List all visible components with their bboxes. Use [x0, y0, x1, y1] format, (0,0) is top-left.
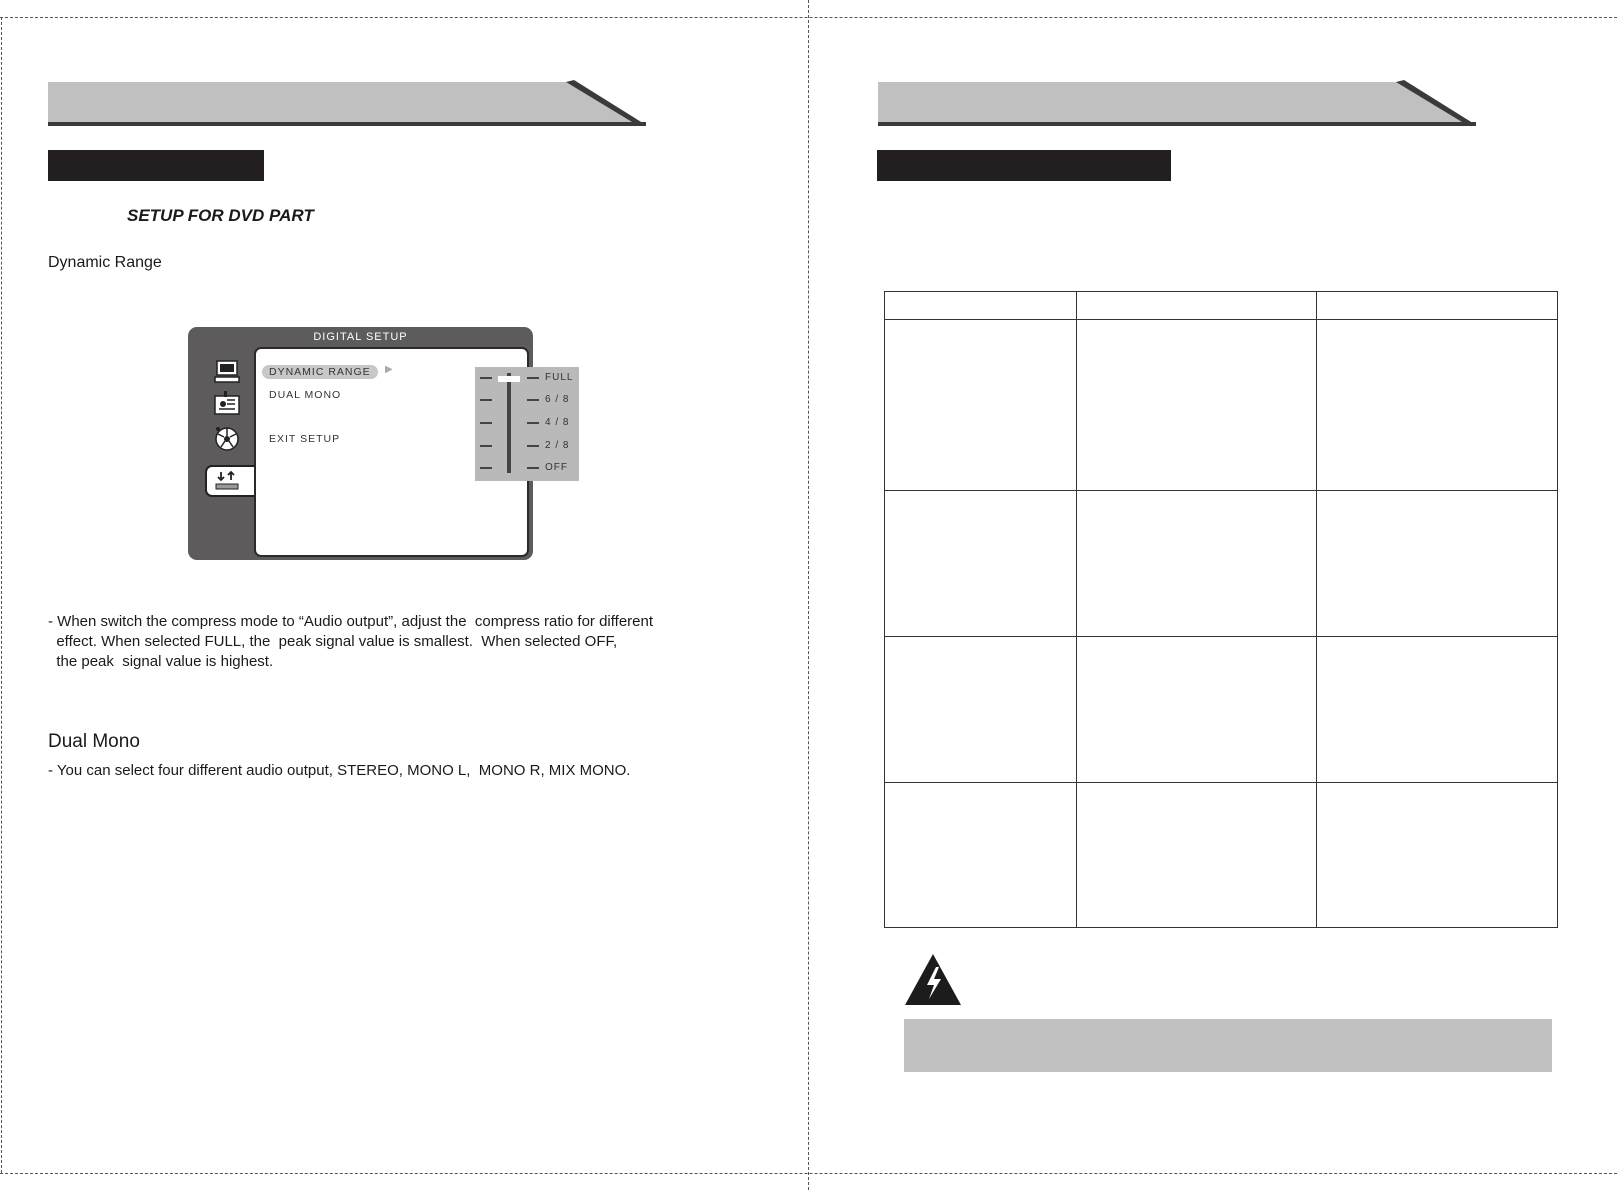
- digital-setup-osd: [188, 327, 574, 560]
- lightning-warning-icon: [904, 953, 962, 1006]
- table-cell: [884, 636, 1076, 782]
- section-title: SETUP FOR DVD PART: [127, 206, 314, 225]
- table-cell: [1316, 782, 1557, 927]
- warning-bar: [904, 1019, 1552, 1072]
- level-off: OFF: [545, 462, 568, 473]
- dual-mono-heading: Dual Mono: [48, 731, 140, 752]
- level-2-8: 2 / 8: [545, 440, 570, 451]
- section-tab-left: [48, 150, 264, 181]
- table-header-cell: [1316, 291, 1557, 319]
- specification-table: [884, 291, 1558, 928]
- monitor-icon[interactable]: [213, 358, 241, 386]
- table-header-cell: [884, 291, 1076, 319]
- menu-item-dynamic-range[interactable]: DYNAMIC RANGE: [262, 365, 378, 379]
- table-cell: [1316, 490, 1557, 636]
- dual-mono-text: - You can select four different audio output, STEREO, MONO L, MONO R, MIX MONO.: [48, 762, 631, 779]
- digital-setup-tab[interactable]: [205, 465, 259, 497]
- osd-panel: [254, 347, 574, 557]
- audio-setup-icon[interactable]: [213, 390, 241, 418]
- menu-item-dual-mono[interactable]: DUAL MONO: [269, 389, 342, 401]
- page-fold: [808, 0, 809, 1190]
- slider-track: [507, 373, 511, 473]
- dynamic-range-line-3: the peak signal value is highest.: [48, 653, 274, 670]
- level-6-8: 6 / 8: [545, 394, 570, 405]
- level-full: FULL: [545, 372, 574, 383]
- table-cell: [1076, 636, 1316, 782]
- table-header-cell: [1076, 291, 1316, 319]
- table-cell: [1076, 490, 1316, 636]
- table-cell: [884, 319, 1076, 490]
- table-cell: [1076, 319, 1316, 490]
- menu-item-exit-setup[interactable]: EXIT SETUP: [269, 433, 341, 445]
- table-cell: [884, 782, 1076, 927]
- table-cell: [884, 490, 1076, 636]
- disc-icon[interactable]: [213, 424, 241, 452]
- arrow-right-icon: ▶: [385, 364, 393, 375]
- section-tab-right: [877, 150, 1171, 181]
- digital-setup-icon: [215, 470, 241, 492]
- table-cell: [1316, 636, 1557, 782]
- header-banner-right: [878, 80, 1478, 128]
- page-border-left: [1, 17, 2, 1173]
- dynamic-range-heading: Dynamic Range: [48, 254, 162, 271]
- dynamic-range-line-2: effect. When selected FULL, the peak signal value is smallest. When selected OFF,: [48, 633, 618, 650]
- header-banner-left: [48, 80, 648, 128]
- table-cell: [1076, 782, 1316, 927]
- table-cell: [1316, 319, 1557, 490]
- slider-handle[interactable]: [498, 376, 520, 382]
- level-4-8: 4 / 8: [545, 417, 570, 428]
- osd-title: DIGITAL SETUP: [313, 331, 408, 343]
- dynamic-range-slider[interactable]: [475, 367, 579, 481]
- dynamic-range-line-1: - When switch the compress mode to “Audio output”, adjust the compress ratio for different: [48, 613, 654, 630]
